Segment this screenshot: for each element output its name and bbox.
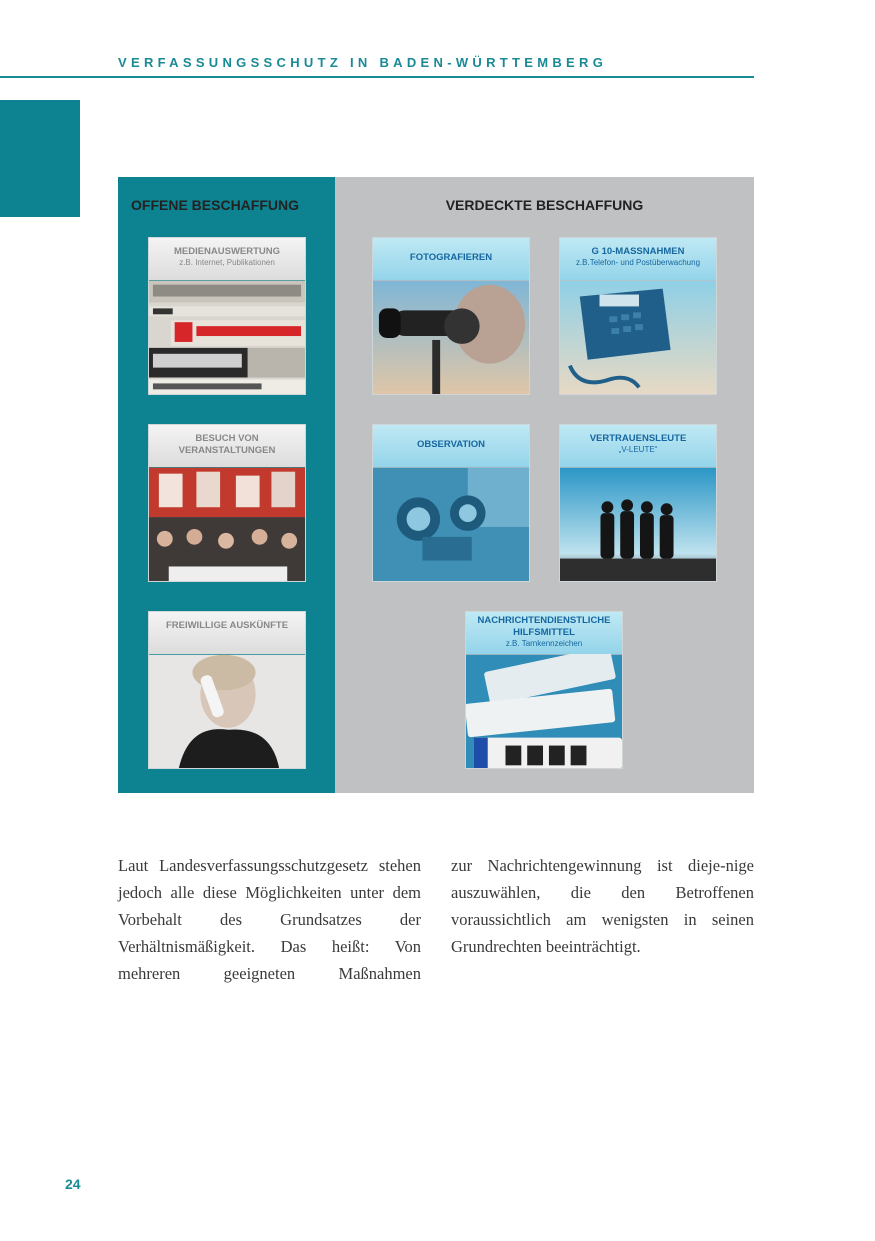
card-subtitle: z.B. Internet, Publikationen <box>179 258 275 267</box>
card-title: VERTRAUENSLEUTE <box>589 433 687 444</box>
side-color-block <box>0 100 80 217</box>
covert-acquisition-column <box>335 177 754 793</box>
card-subtitle: „V-LEUTE“ <box>618 445 658 454</box>
card-header <box>149 425 305 467</box>
card-subtitle: z.B. Tarnkennzeichen <box>505 639 583 648</box>
card-title: FREIWILLIGE AUSKÜNFTE <box>165 620 289 631</box>
card-header <box>373 238 529 280</box>
card-title: BESUCH VON VERANSTALTUNGEN <box>178 433 276 456</box>
card-subtitle: z.B.Telefon- und Postüberwachung <box>575 258 701 267</box>
card-header <box>373 425 529 467</box>
demonstration-image <box>149 467 305 582</box>
open-acquisition-column <box>118 177 335 793</box>
open-acquisition-title: OFFENE BESCHAFFUNG <box>131 197 299 213</box>
body-text-left-column: Laut Landesverfassungsschutzgesetz stehen jedoch alle diese Möglichkeiten unter dem Vorbehalt des Grundsatzes der Verhältnismäßigkeit. Das heißt: Von mehreren geeigneten Maßnahmen <box>118 856 421 983</box>
intelligence-aids-card <box>465 611 623 769</box>
card-title: FOTOGRAFIEREN <box>409 252 493 263</box>
card-header <box>560 238 716 280</box>
telephone-call-image <box>149 654 305 769</box>
observation-card <box>372 424 530 582</box>
card-header <box>560 425 716 467</box>
g10-measures-card <box>559 237 717 395</box>
events-visit-card <box>148 424 306 582</box>
body-text-right-column: zur Nachrichtengewinnung ist dieje-nige auszuwählen, die den Betroffenen voraussichtlich am wenigsten in seinen Grundrechten beeinträchtigt. <box>451 856 754 956</box>
silhouettes-image <box>560 467 716 582</box>
header-rule <box>0 76 754 78</box>
running-header: VERFASSUNGSSCHUTZ IN BADEN-WÜRTTEMBERG <box>118 55 608 70</box>
page-number: 24 <box>65 1176 81 1192</box>
telephone-image <box>560 280 716 395</box>
newspapers-image <box>149 280 305 395</box>
card-header <box>466 612 622 654</box>
covert-acquisition-title: VERDECKTE BESCHAFFUNG <box>445 197 644 213</box>
license-plates-image <box>466 654 622 769</box>
card-header <box>149 238 305 280</box>
card-title: MEDIENAUSWERTUNG <box>173 246 281 257</box>
informants-card <box>559 424 717 582</box>
photographing-card <box>372 237 530 395</box>
card-title: OBSERVATION <box>416 439 486 450</box>
information-gathering-figure <box>118 177 754 793</box>
binoculars-image <box>373 467 529 582</box>
media-analysis-card <box>148 237 306 395</box>
card-title: NACHRICHTENDIENSTLICHE HILFSMITTEL <box>477 615 611 638</box>
camera-image <box>373 280 529 395</box>
card-title: G 10-MASSNAHMEN <box>591 246 685 257</box>
voluntary-information-card <box>148 611 306 769</box>
card-header <box>149 612 305 654</box>
